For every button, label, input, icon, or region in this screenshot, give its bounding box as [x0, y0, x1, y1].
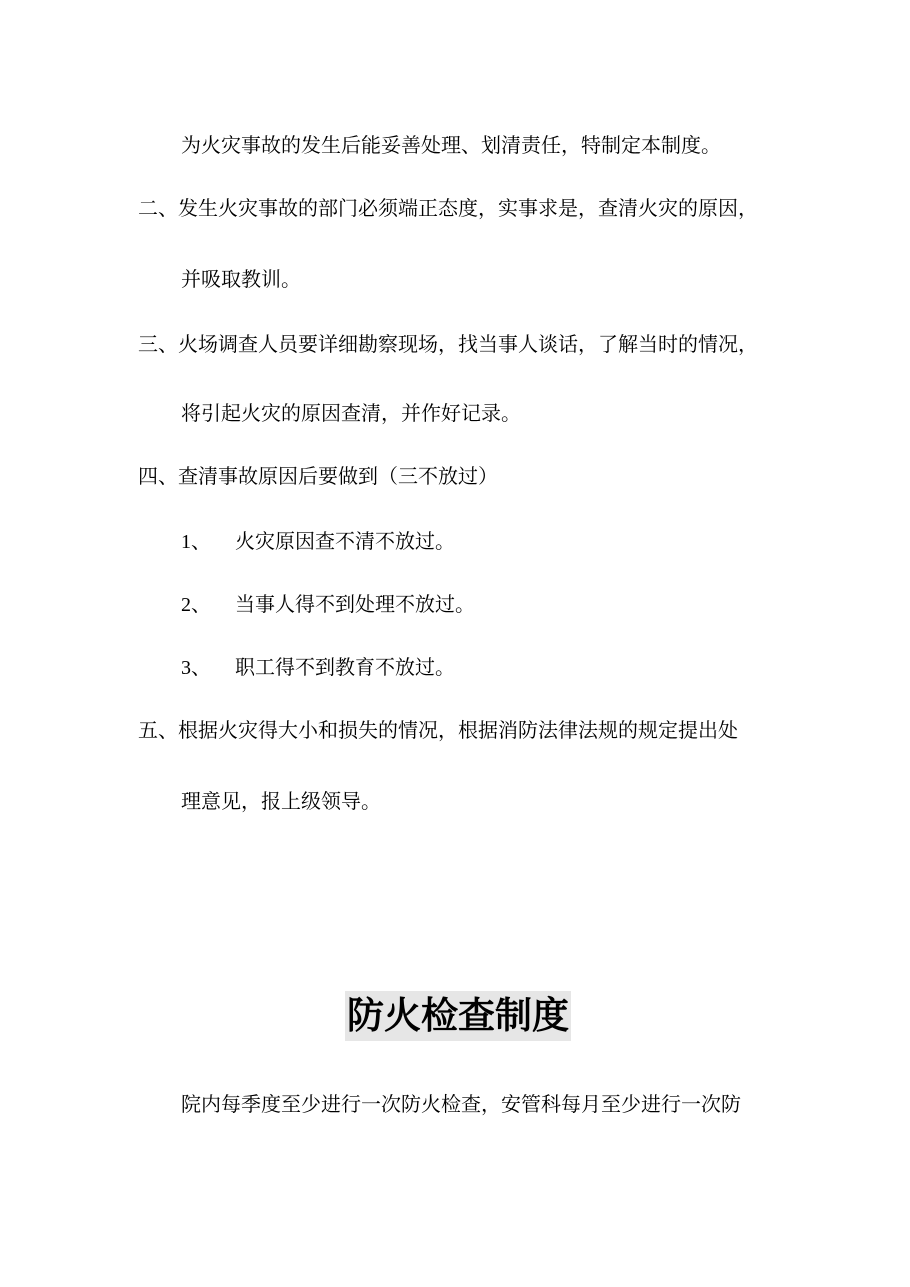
subitem-3 — [181, 653, 455, 682]
subitem-text: 火灾原因查不清不放过。 — [235, 529, 455, 553]
section-paragraph-line-1: 院内每季度至少进行一次防火检查，安管科每月至少进行一次防 — [181, 1092, 741, 1116]
subitem-number: 2、 — [181, 594, 211, 616]
paragraph-line-1: 为火灾事故的发生后能妥善处理、划清责任，特制定本制度。 — [181, 133, 721, 157]
item-5-line-2: 理意见，报上级领导。 — [181, 789, 381, 813]
subitem-number: 3、 — [181, 657, 211, 679]
item-3-line-2: 将引起火灾的原因查清，并作好记录。 — [181, 401, 521, 425]
item-4-line-1: 四、查清事故原因后要做到（三不放过） — [138, 464, 498, 488]
item-3-line-1: 三、火场调查人员要详细勘察现场，找当事人谈话，了解当时的情况， — [138, 332, 758, 356]
subitem-2 — [181, 590, 475, 619]
subitem-1 — [181, 527, 455, 556]
item-5-line-1: 五、根据火灾得大小和损失的情况，根据消防法律法规的规定提出处 — [138, 718, 738, 742]
subitem-text: 职工得不到教育不放过。 — [235, 655, 455, 679]
section-heading: 防火检查制度 — [345, 991, 571, 1041]
subitem-number: 1、 — [181, 531, 211, 553]
item-2-line-2: 并吸取教训。 — [181, 267, 301, 291]
subitem-text: 当事人得不到处理不放过。 — [235, 592, 475, 616]
item-2-line-1: 二、发生火灾事故的部门必须端正态度，实事求是，查清火灾的原因， — [138, 196, 758, 220]
